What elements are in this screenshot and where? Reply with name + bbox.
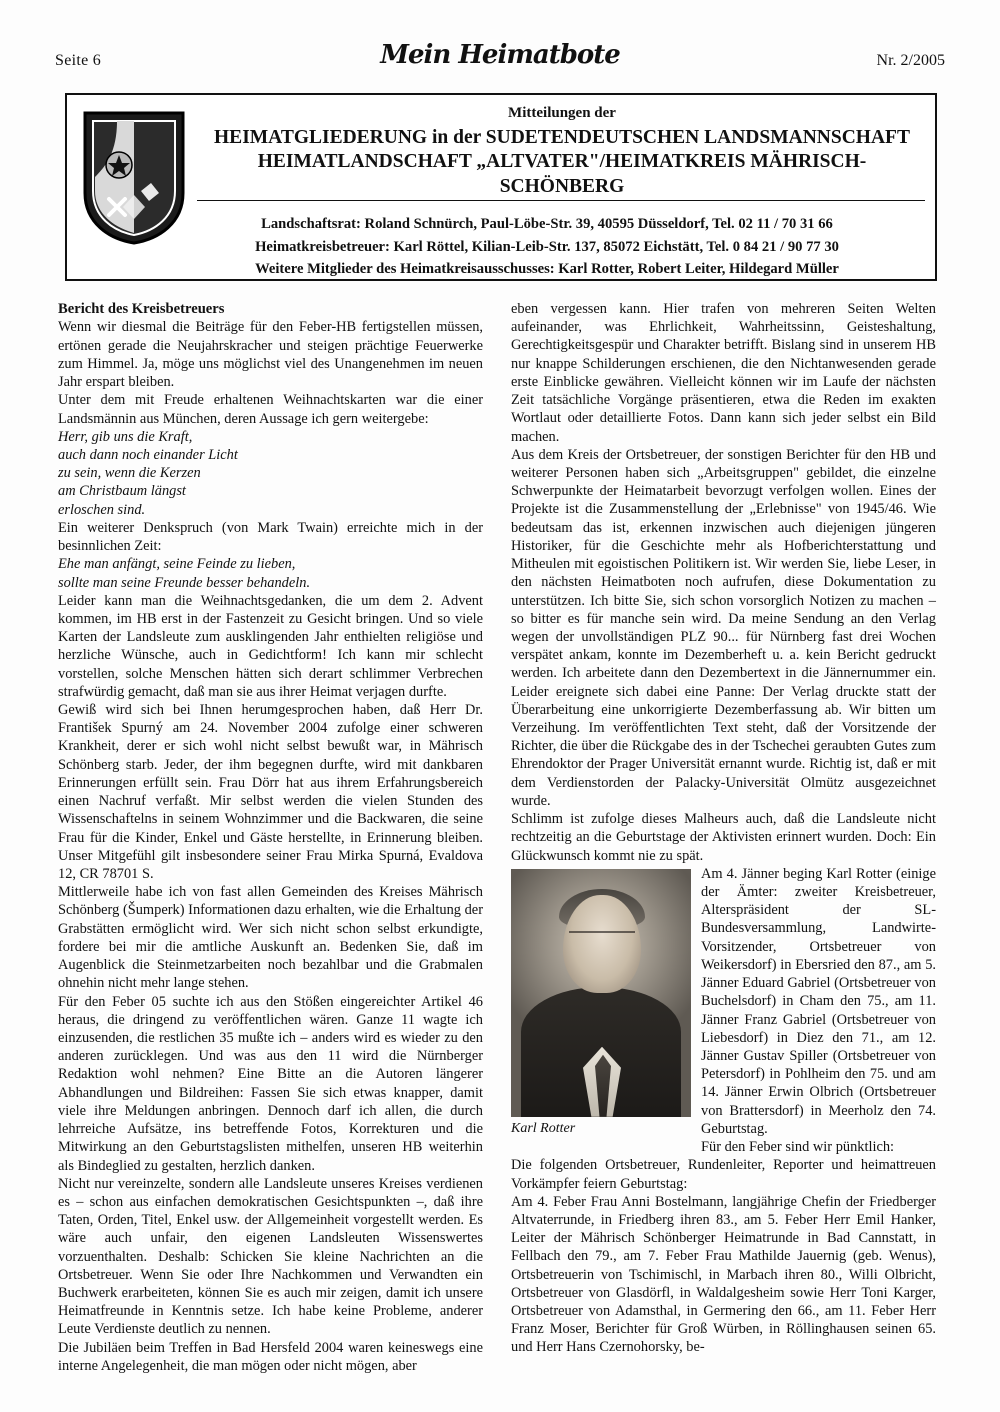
portrait-karl-rotter [511,869,691,1117]
running-head [55,40,945,80]
contact-line-2: Heimatkreisbetreuer: Karl Röttel, Kilian-Leib-Str. 137, 85072 Eichstätt, Tel. 0 84 21 / 90 77 30 [255,238,839,255]
paragraph: Ein weiterer Denkspruch (von Mark Twain) erreichte mich in der besinnlichen Zeit: [58,519,483,555]
portrait-figure [511,869,691,1138]
verse-line: Ehe man anfängt, seine Feinde zu lieben, [58,556,296,573]
verse-line: Herr, gib uns die Kraft, [58,428,193,445]
verse-line: zu sein, wenn die Kerzen [58,465,201,482]
paragraph: Aus dem Kreis der Ortsbetreuer, der sonstigen Berichter für den HB und weiterer Personen haben sich „Arbeitsgruppen" gebildet, die einzelne Schwerpunkte der Heimatarbeit bevorzugt verfolgen wollen. Eines der Projekte ist die Zusammenstellung der „Erlebnisse" von 1945/46. Wie bedeutsam das ist, erkennen inzwischen auch diejenigen jüngeren Historiker, für die Geschichte mehr als Hofberichterstattung und Mitheulen mit egoistischen Politikern ist. Wir werden Sie, liebe Leser, in den nächsten Heimatboten noch aufrufen, diese Dokumentation zu unterstützen. Ich bitte Sie, sich schon vorsorglich Notizen zu machen – so bitter es für manche sein wird. Da meine Sendung an den Verlag wegen der unvollständigen PLZ 90... für Nürnberg fast drei Wochen verspätet ankam, konnte im Dezemberheft u. a. kein Bericht gedruckt werden. Ich arbeitete dann den Dezembertext in die Jännernummer ein. Leider ereignete sich dabei eine Panne: Der Verlag druckte statt der Überarbeitung eine unkorrigierte Dezemberfassung ab. Wir bitten um Verzeihung. Im veröffentlichten Text steht, daß der Vorsitzende der Richter, die über die Rückgabe des in der Tschechei geraubten Gutes zum Ehrendoktor der Prager Universität ernannt wurde. Richtig ist, daß er mit dem Verdienstorden der Palacky-Universität Olmütz ausgezeichnet wurde. [511,446,936,809]
masthead-logo: Mein Heimatbote [380,40,620,70]
verse-line: sollte man seine Freunde besser behandeln. [58,574,311,591]
contact-line-1: Landschaftsrat: Roland Schnürch, Paul-Löbe-Str. 39, 40595 Düsseldorf, Tel. 02 11 / 70 31 66 [261,216,833,232]
article-left-column [58,300,483,1375]
paragraph: Schlimm ist zufolge dieses Malheurs auch, daß die Landsleute nicht rechtzeitig an die Geburtstage der Aktivisten erinnert wurden. Doch: Ein Glückwunsch kommt nie zu spät. [511,811,936,864]
paragraph: eben vergessen kann. Hier trafen von mehreren Seiten Welten aufeinander, was Ehrlichkeit, Wahrheitssinn, Geisteshaltung, Gerechtigkeitsgespür und Charakter betrifft. Bislang sind in unserem HB nur knappe Schilderungen erschienen, die den Nichtanwesenden gerade erste Einblicke gewähren. Vielleicht können wir im Laufe der nächsten Zeit tatsächliche Vorgänge präsentieren, etwa die Reden im exakten Wortlaut oder detaillierte Fotos. Dann kann sich jeder selbst ein Bild machen. [511,301,936,445]
paragraph: Am 4. Feber Frau Anni Bostelmann, langjährige Chefin der Friedberger Altvaterrunde, in Friedberg ihren 83., am 5. Feber Herr Emil Hanker, Leiter der Mährisch Schönberger Heimatrunde in Bad Cannstatt, in Fellbach den 79., am 7. Feber Frau Mathilde Jauernig (geb. Wenus), Ortsbetreuerin von Tschimischl, in Marbach ihren 80., Willi Olbricht, Ortsbetreuer von Glasdörfl, in Waldalgesheim sowie Herr Toni Karger, Ortsbetreuer von Adamsthal, in Germering den 66., am 11. Feber Herr Franz Moser, Berichter für Groß Würben, in Röllinghausen seinen 65. und Herr Hans Czernohorsky, be- [511,1193,936,1356]
verse-line: erloschen sind. [58,501,146,518]
paragraph: Die Jubiläen beim Treffen in Bad Hersfeld 2004 waren keineswegs eine interne Angelegenheit, die man mögen oder nicht mögen, aber [58,1339,483,1374]
contact-block [167,213,927,281]
paragraph: Für den Feber sind wir pünktlich: [701,1139,895,1156]
page-number-label: Seite 6 [55,52,102,69]
society-masthead-box [65,93,937,281]
paragraph: Für den Feber 05 suchte ich aus den Stößen eingereichter Artikel 46 heraus, die dringend zu veröffentlichen wären. Ganze 11 wagte ich einzusenden, die restlichen 35 mußte ich – anders wird es wieder zu den anderen zurücklegen. Und was aus den 11 wird die Nürnberger Redaktion wohl nehmen? Eine Bitte an die Autoren längerer Abhandlungen und Bildreihen: Fassen Sie sich etwas knapper, damit viele ihre Meldungen anbringen. Dennoch darf ich allen, die durch lehrreiche Aufsätze, ins betreffende Fotos, Korrekturen und die Mitwirkung an den Geburtstagslisten mithelfen, unseren HB weiterhin als Bindeglied zu gestalten, herzlich danken. [58,993,483,1174]
paragraph: Mittlerweile habe ich von fast allen Gemeinden des Kreises Mährisch Schönberg (Šumperk) Informationen dazu erhalten, wie die Erhaltung der Grabstätten ermöglicht wird. Wer sich nicht schon selbst erkundigte, fordere bei mir die amtliche Auskunft an. Bedenken Sie, daß im Augenblick die Steinmetzarbeiten noch bezahlbar und die Grabmalen ohnehin nicht mehr lange stehen. [58,884,483,992]
paragraph: Leider kann man die Weihnachtsgedanken, die um dem 2. Advent kommen, im HB erst in der Fastenzeit zu Gesicht bringen. Und so viele Karten der Landsleute zum ausklingenden Jahr enthielten religiöse und herzliche Wünsche, auch in Gedichtform! Ich kann mir schlecht vorstellen, solche Menschen hätten sich derart schlimmer Verbrechen strafwürdig gemacht, daß man sie aus ihrer Heimat verjagen durfte. [58,592,483,700]
masthead-line-1: Mitteilungen der [508,105,616,121]
issue-label: Nr. 2/2005 [876,52,945,69]
verse-line: am Christbaum längst [58,483,186,500]
paragraph: Gewiß wird sich bei Ihnen herumgesprochen haben, daß Herr Dr. František Spurný am 24. November 2004 zufolge einer schweren Krankheit, derer er sich wohl nicht selbst bewußt war, in Mährisch Schönberg starb. Jeder, der ihm begegnen durfte, wird mit dankbaren Erinnerungen erfüllt sein. Frau Dörr hat aus ihrem Erfahrungsbereich einen Nachruf verfaßt. Mir selbst werden die vielen Stunden des Wissenschaftelns in seinem Wohnzimmer und die Backwaren, die seine Frau für die Kinder, Enkel und Gäste herstellte, in Erinnerung bleiben. Unser Mitgefühl gilt insbesondere seiner Frau Mirka Spurná, Evaldova 12, CR 78701 S. [58,702,483,883]
article-right-column [511,300,936,1357]
paragraph: Die folgenden Ortsbetreuer, Rundenleiter, Reporter und heimattreuen Vorkämpfer feiern Geburtstag: [511,1157,936,1192]
verse-line: auch dann noch einander Licht [58,446,238,463]
masthead-line-3: HEIMATLANDSCHAFT „ALTVATER"/HEIMATKREIS MÄHRISCH-SCHÖNBERG [257,151,867,197]
paragraph: Am 4. Jänner beging Karl Rotter (einige der Ämter: zweiter Kreisbetreuer, Alterspräsident der SL-Bundesversammlung, Landwirte-Vorsitzender, Ortsbetreuer von Weikersdorf) in Ebersried den 87., am 5. Jänner Eduard Gabriel (Ortsbetreuer von Buchelsdorf) in Cham den 75., am 11. Jänner Franz Gabriel (Ortsbetreuer von Liebesdorf) in Diez den 71., am 12. Jänner Gustav Spiller (Ortsbetreuer von Petersdorf) in Pohlheim den 75. und am 14. Jänner Erwin Olbrich (Ortsbetreuer von Brattersdorf) in Meerholz den 74. Geburtstag. [701,865,936,1137]
paragraph: Wenn wir diesmal die Beiträge für den Feber-HB fertigstellen müssen, ertönen gerade die Neujahrskracher und steigen prächtige Feuerwerke zum Himmel. Ja, möge uns möglichst viel des Unangenehmen im neuen Jahr erspart bleiben. [58,319,483,391]
masthead-heading [197,105,927,199]
masthead-divider [197,200,925,201]
paragraph: Unter dem mit Freude erhaltenen Weihnachtskarten war die einer Landsmännin aus München, deren Aussage ich gern weitergebe: [58,392,483,427]
contact-line-3: Weitere Mitglieder des Heimatkreisausschusses: Karl Rotter, Robert Leiter, Hildegard Müller [255,261,839,278]
photo-caption: Karl Rotter [511,1120,576,1136]
article-title: Bericht des Kreisbetreuers [58,301,225,317]
masthead-line-2: HEIMATGLIEDERUNG in der SUDETENDEUTSCHEN LANDSMANNSCHAFT [214,127,910,148]
paragraph: Nicht nur vereinzelte, sondern alle Landsleute unseres Kreises verdienen es – schon aus einfachen demokratischen Gesichtspunkten –, daß ihre Taten, Orden, Titel, Enkel usw. der Allgemeinheit vorgestellt werden. Es wäre auch unfair, den eigenen Landsleuten Wissenswertes vorzuenthalten. Deshalb: Schicken Sie kleine Nachrichten an die Ortsbetreuer. Wenn Sie oder Ihre Nachkommen und Verwandten ein Buchwerk erarbeiteten, können Sie es auch mir zeigen, damit ich unsere Heimatfreunde in Kenntnis setze. Ich habe keine Probleme, anderer Leute Verdienste deutlich zu nennen. [58,1175,483,1338]
